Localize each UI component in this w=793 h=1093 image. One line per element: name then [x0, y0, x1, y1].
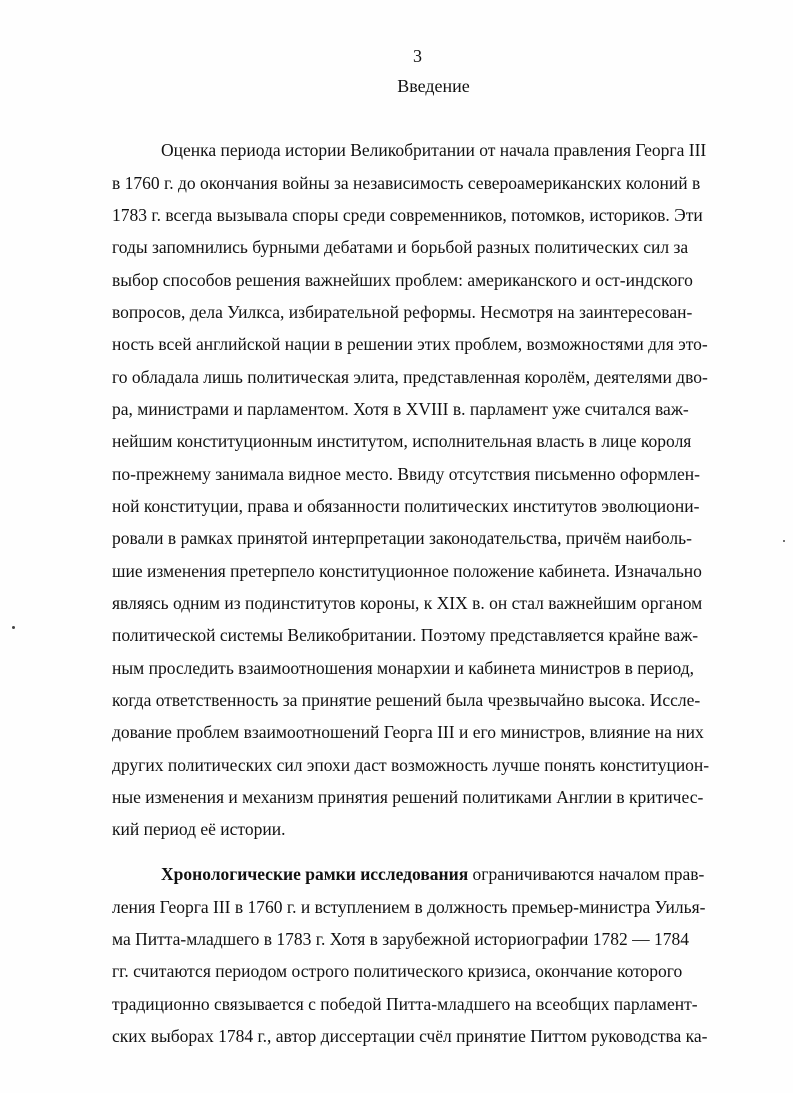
text-line: когда ответственность за принятие решений была чрезвычайно высока. Иссле-: [112, 690, 701, 710]
text-line: других политических сил эпохи даст возможность лучше понять конституцион-: [112, 755, 710, 775]
text-line: дование проблем взаимоотношений Георга III и его министров, влияние на них: [112, 722, 704, 742]
text-line: ность всей английской нации в решении этих проблем, возможностями для это-: [112, 334, 708, 354]
text-line: вопросов, дела Уилкса, избирательной реформы. Несмотря на заинтересован-: [112, 302, 693, 322]
text-line: [161, 866, 704, 884]
section-title: Введение: [397, 76, 470, 96]
text-line: выбор способов решения важнейших проблем: американского и ост-индского: [112, 270, 693, 290]
text-inline: ограничиваются началом прав-: [468, 864, 705, 884]
text-line: ной конституции, права и обязанности политических институтов эволюциони-: [112, 496, 700, 516]
text-line: ления Георга III в 1760 г. и вступлением в должность премьер-министра Уилья-: [112, 897, 706, 917]
text-line: гг. считаются периодом острого политического кризиса, окончание которого: [112, 961, 683, 981]
text-line: Оценка периода истории Великобритании от начала правления Георга III: [161, 140, 707, 160]
text-line: политической системы Великобритании. Поэтому представляется крайне важ-: [112, 625, 699, 645]
text-line: по-прежнему занимала видное место. Ввиду отсутствия письменно оформлен-: [112, 464, 700, 484]
text-line: нейшим конституционным институтом, исполнительная власть в лице короля: [112, 431, 692, 451]
text-line: ные изменения и механизм принятия решений политиками Англии в критичес-: [112, 787, 704, 807]
text-line: ровали в рамках принятой интерпретации законодательства, причём наиболь-: [112, 528, 692, 548]
page-number: 3: [413, 46, 422, 66]
text-line: ма Питта-младшего в 1783 г. Хотя в зарубежной историографии 1782 — 1784: [112, 929, 689, 949]
text-line: кий период её истории.: [112, 819, 286, 839]
scan-speck: [783, 540, 785, 542]
text-line: ным проследить взаимоотношения монархии и кабинета министров в период,: [112, 658, 695, 678]
text-line: ских выборах 1784 г., автор диссертации счёл принятие Питтом руководства ка-: [112, 1026, 708, 1046]
text-line: годы запомнились бурными дебатами и борьбой разных политических сил за: [112, 237, 689, 257]
text-line: 1783 г. всегда вызывала споры среди современников, потомков, историков. Эти: [112, 205, 703, 225]
text-line: традиционно связывается с победой Питта-младшего на всеобщих парламент-: [112, 994, 698, 1014]
text-line: в 1760 г. до окончания войны за независимость североамериканских колоний в: [112, 173, 701, 193]
text-line: являясь одним из подинститутов короны, к XIX в. он стал важнейшим органом: [112, 593, 703, 613]
text-line: ра, министрами и парламентом. Хотя в XVIII в. парламент уже считался важ-: [112, 399, 689, 419]
text-line: го обладала лишь политическая элита, представленная королём, деятелями дво-: [112, 367, 708, 387]
bold-heading-inline: Хронологические рамки исследования: [161, 864, 469, 884]
text-line: шие изменения претерпело конституционное положение кабинета. Изначально: [112, 561, 702, 581]
scan-speck: [12, 626, 15, 629]
